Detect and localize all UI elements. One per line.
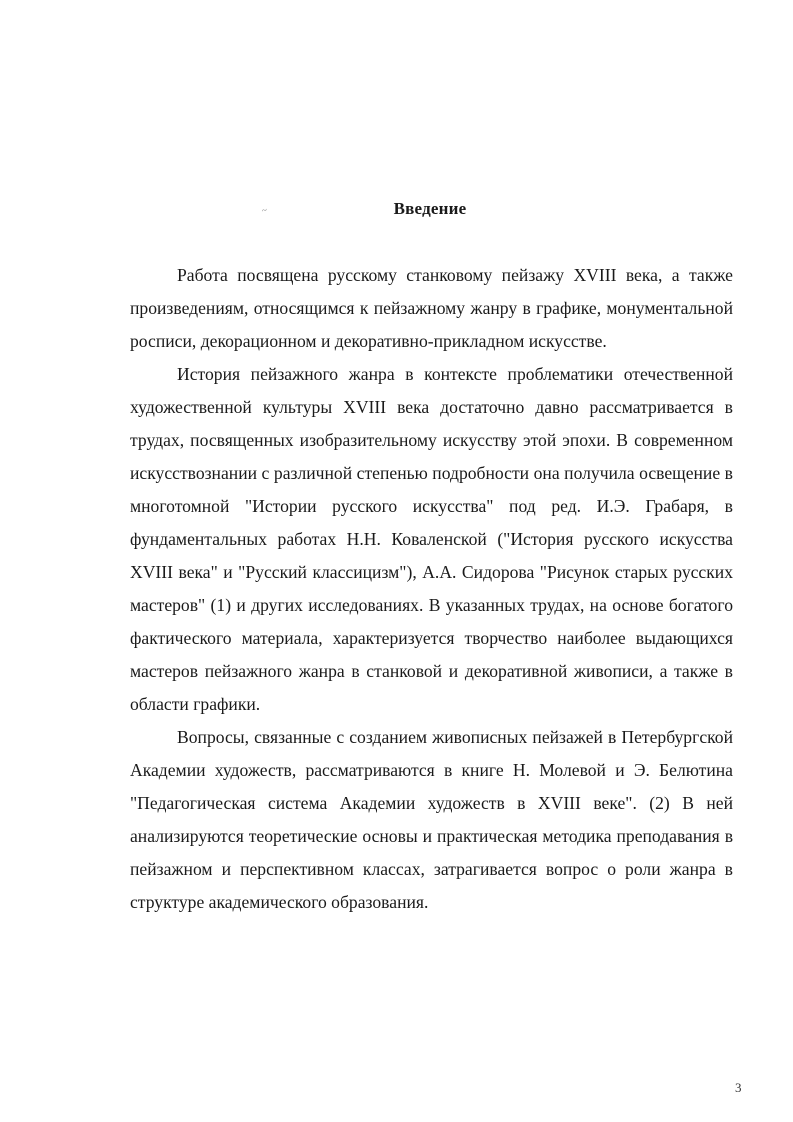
paragraph-2: История пейзажного жанра в контексте проблематики отечественной художественной культуры XVIII века достаточно давно рассматривается в трудах, посвященных изобразительному искусству этой эпохи. В современном искусствознании с различной степенью подробности она получила освещение в многотомной "Истории русского искусства" под ред. И.Э. Грабаря, в фундаментальных работах Н.Н. Коваленской ("История русского искусства XVIII века" и "Русский классицизм"), А.А. Сидорова "Рисунок старых русских мастеров" (1) и других исследованиях. В указанных трудах, на основе богатого фактического материала, характеризуется творчество наиболее выдающихся мастеров пейзажного жанра в станковой и декоративной живописи, а также в области графики.: [130, 364, 733, 714]
page-title: Введение: [393, 199, 467, 218]
document-body: [130, 259, 733, 919]
scan-artifact-mark: ~: [261, 204, 268, 216]
paragraph-3: Вопросы, связанные с созданием живописных пейзажей в Петербургской Академии художеств, рассматриваются в книге Н. Молевой и Э. Белютина "Педагогическая система Академии художеств в XVIII веке". (2) В ней анализируются теоретические основы и практическая методика преподавания в пейзажном и перспективном классах, затрагивается вопрос о роли жанра в структуре академического образования.: [130, 727, 733, 912]
page-number: 3: [735, 1080, 742, 1095]
paragraph-1: Работа посвящена русскому станковому пейзажу XVIII века, а также произведениям, относящимся к пейзажному жанру в графике, монументальной росписи, декорационном и декоративно-прикладном искусстве.: [130, 265, 733, 351]
